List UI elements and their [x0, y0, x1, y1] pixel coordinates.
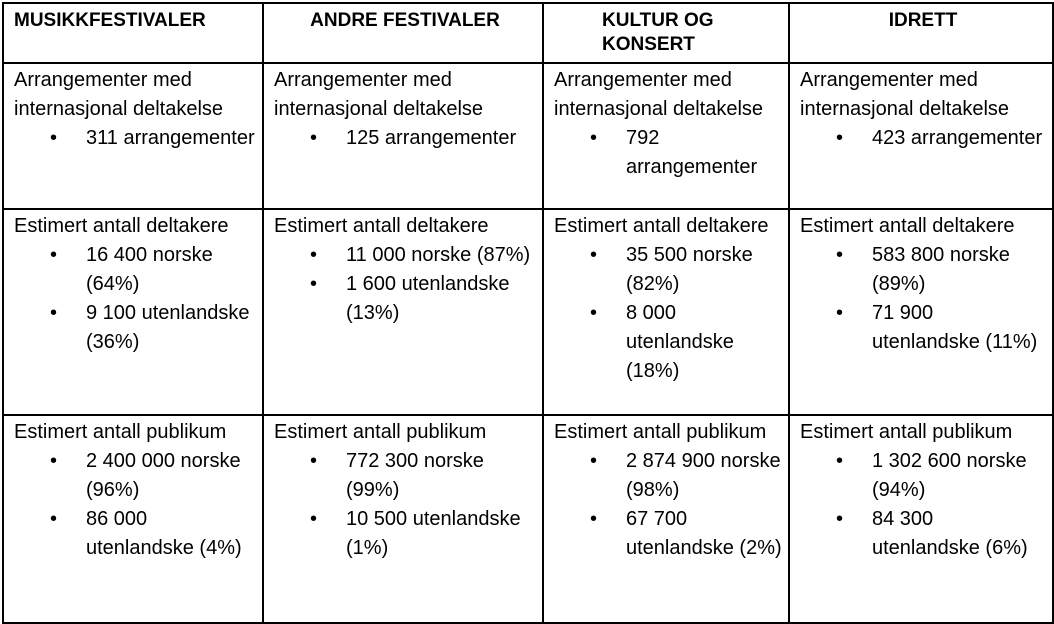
bullet-list [800, 447, 1046, 563]
bullet-text: 583 800 norske (89%) [872, 244, 1010, 295]
bullet-text: 16 400 norske (64%) [86, 244, 213, 295]
cell-row-publikum-andre-festivaler [263, 415, 543, 623]
bullet-dot-icon: • [310, 244, 318, 266]
bullet-item [310, 241, 536, 270]
cell-title: Estimert antall deltakere [800, 215, 1015, 237]
header-idrett: IDRETT [789, 3, 1053, 63]
row-arrangementer [3, 63, 1053, 209]
bullet-dot-icon: • [50, 244, 58, 266]
bullet-text: 8 000 utenlandske (18%) [626, 302, 734, 382]
bullet-list [554, 241, 782, 386]
bullet-item [590, 241, 782, 299]
bullet-list [274, 241, 536, 328]
bullet-item [310, 505, 536, 563]
bullet-dot-icon: • [50, 127, 58, 149]
bullet-item [590, 447, 782, 505]
bullet-dot-icon: • [50, 450, 58, 472]
bullet-dot-icon: • [310, 450, 318, 472]
cell-row-publikum-idrett [789, 415, 1053, 623]
bullet-text: 1 600 utenlandske (13%) [346, 273, 510, 324]
bullet-list [14, 447, 256, 563]
bullet-dot-icon: • [836, 127, 844, 149]
bullet-text: 10 500 utenlandske (1%) [346, 508, 521, 559]
bullet-dot-icon: • [50, 508, 58, 530]
cell-title: Arrangementer med internasjonal deltakelse [14, 69, 224, 120]
bullet-text: 9 100 utenlandske (36%) [86, 302, 250, 353]
statistics-table [2, 2, 1054, 624]
bullet-item [590, 124, 782, 182]
bullet-item [836, 447, 1046, 505]
bullet-item [50, 447, 256, 505]
bullet-list [800, 124, 1046, 153]
bullet-dot-icon: • [590, 450, 598, 472]
cell-row-deltakere-kultur-og-konsert [543, 209, 789, 415]
bullet-text: 84 300 utenlandske (6%) [872, 508, 1028, 559]
bullet-dot-icon: • [310, 127, 318, 149]
bullet-list [554, 124, 782, 182]
bullet-item [590, 299, 782, 386]
bullet-text: 71 900 utenlandske (11%) [872, 302, 1038, 353]
row-deltakere [3, 209, 1053, 415]
bullet-item [836, 124, 1046, 153]
bullet-item [836, 299, 1046, 357]
bullet-item [310, 270, 536, 328]
bullet-item [836, 505, 1046, 563]
bullet-item [50, 124, 256, 153]
cell-row-arrangementer-musikkfestivaler [3, 63, 263, 209]
cell-title: Estimert antall publikum [554, 421, 767, 443]
bullet-dot-icon: • [836, 244, 844, 266]
bullet-dot-icon: • [590, 302, 598, 324]
bullet-text: 2 400 000 norske (96%) [86, 450, 241, 501]
bullet-dot-icon: • [836, 302, 844, 324]
bullet-text: 67 700 utenlandske (2%) [626, 508, 782, 559]
cell-title: Estimert antall publikum [14, 421, 227, 443]
cell-row-deltakere-musikkfestivaler [3, 209, 263, 415]
bullet-item [590, 505, 782, 563]
bullet-list [274, 447, 536, 563]
bullet-text: 35 500 norske (82%) [626, 244, 753, 295]
bullet-list [800, 241, 1046, 357]
cell-title: Arrangementer med internasjonal deltakelse [274, 69, 484, 120]
bullet-dot-icon: • [836, 450, 844, 472]
cell-title: Estimert antall publikum [274, 421, 487, 443]
bullet-list [14, 241, 256, 357]
cell-row-deltakere-andre-festivaler [263, 209, 543, 415]
bullet-dot-icon: • [590, 127, 598, 149]
bullet-item [310, 447, 536, 505]
cell-title: Arrangementer med internasjonal deltakelse [554, 69, 764, 120]
bullet-list [14, 124, 256, 153]
cell-row-arrangementer-kultur-og-konsert [543, 63, 789, 209]
header-musikkfestivaler: MUSIKKFESTIVALER [3, 3, 263, 63]
cell-row-arrangementer-andre-festivaler [263, 63, 543, 209]
cell-row-arrangementer-idrett [789, 63, 1053, 209]
bullet-text: 86 000 utenlandske (4%) [86, 508, 242, 559]
bullet-text: 423 arrangementer [872, 127, 1043, 149]
bullet-item [50, 299, 256, 357]
bullet-text: 772 300 norske (99%) [346, 450, 484, 501]
bullet-text: 11 000 norske (87%) [346, 244, 531, 266]
bullet-dot-icon: • [590, 244, 598, 266]
row-publikum [3, 415, 1053, 623]
cell-title: Estimert antall deltakere [274, 215, 489, 237]
bullet-list [554, 447, 782, 563]
bullet-dot-icon: • [310, 508, 318, 530]
bullet-text: 311 arrangementer [86, 127, 255, 149]
bullet-text: 125 arrangementer [346, 127, 517, 149]
cell-row-publikum-musikkfestivaler [3, 415, 263, 623]
bullet-dot-icon: • [310, 273, 318, 295]
bullet-item [50, 241, 256, 299]
header-row [3, 3, 1053, 63]
bullet-item [310, 124, 536, 153]
bullet-text: 1 302 600 norske (94%) [872, 450, 1027, 501]
bullet-item [50, 505, 256, 563]
header-kultur-og-konsert: KULTUR OG KONSERT [543, 3, 789, 63]
bullet-text: 2 874 900 norske (98%) [626, 450, 781, 501]
cell-title: Estimert antall publikum [800, 421, 1013, 443]
cell-title: Estimert antall deltakere [554, 215, 769, 237]
bullet-text: 792 arrangementer [626, 127, 758, 178]
cell-title: Estimert antall deltakere [14, 215, 229, 237]
bullet-item [836, 241, 1046, 299]
cell-title: Arrangementer med internasjonal deltakelse [800, 69, 1010, 120]
header-andre-festivaler: ANDRE FESTIVALER [263, 3, 543, 63]
bullet-dot-icon: • [50, 302, 58, 324]
bullet-dot-icon: • [590, 508, 598, 530]
bullet-list [274, 124, 536, 153]
cell-row-deltakere-idrett [789, 209, 1053, 415]
bullet-dot-icon: • [836, 508, 844, 530]
cell-row-publikum-kultur-og-konsert [543, 415, 789, 623]
